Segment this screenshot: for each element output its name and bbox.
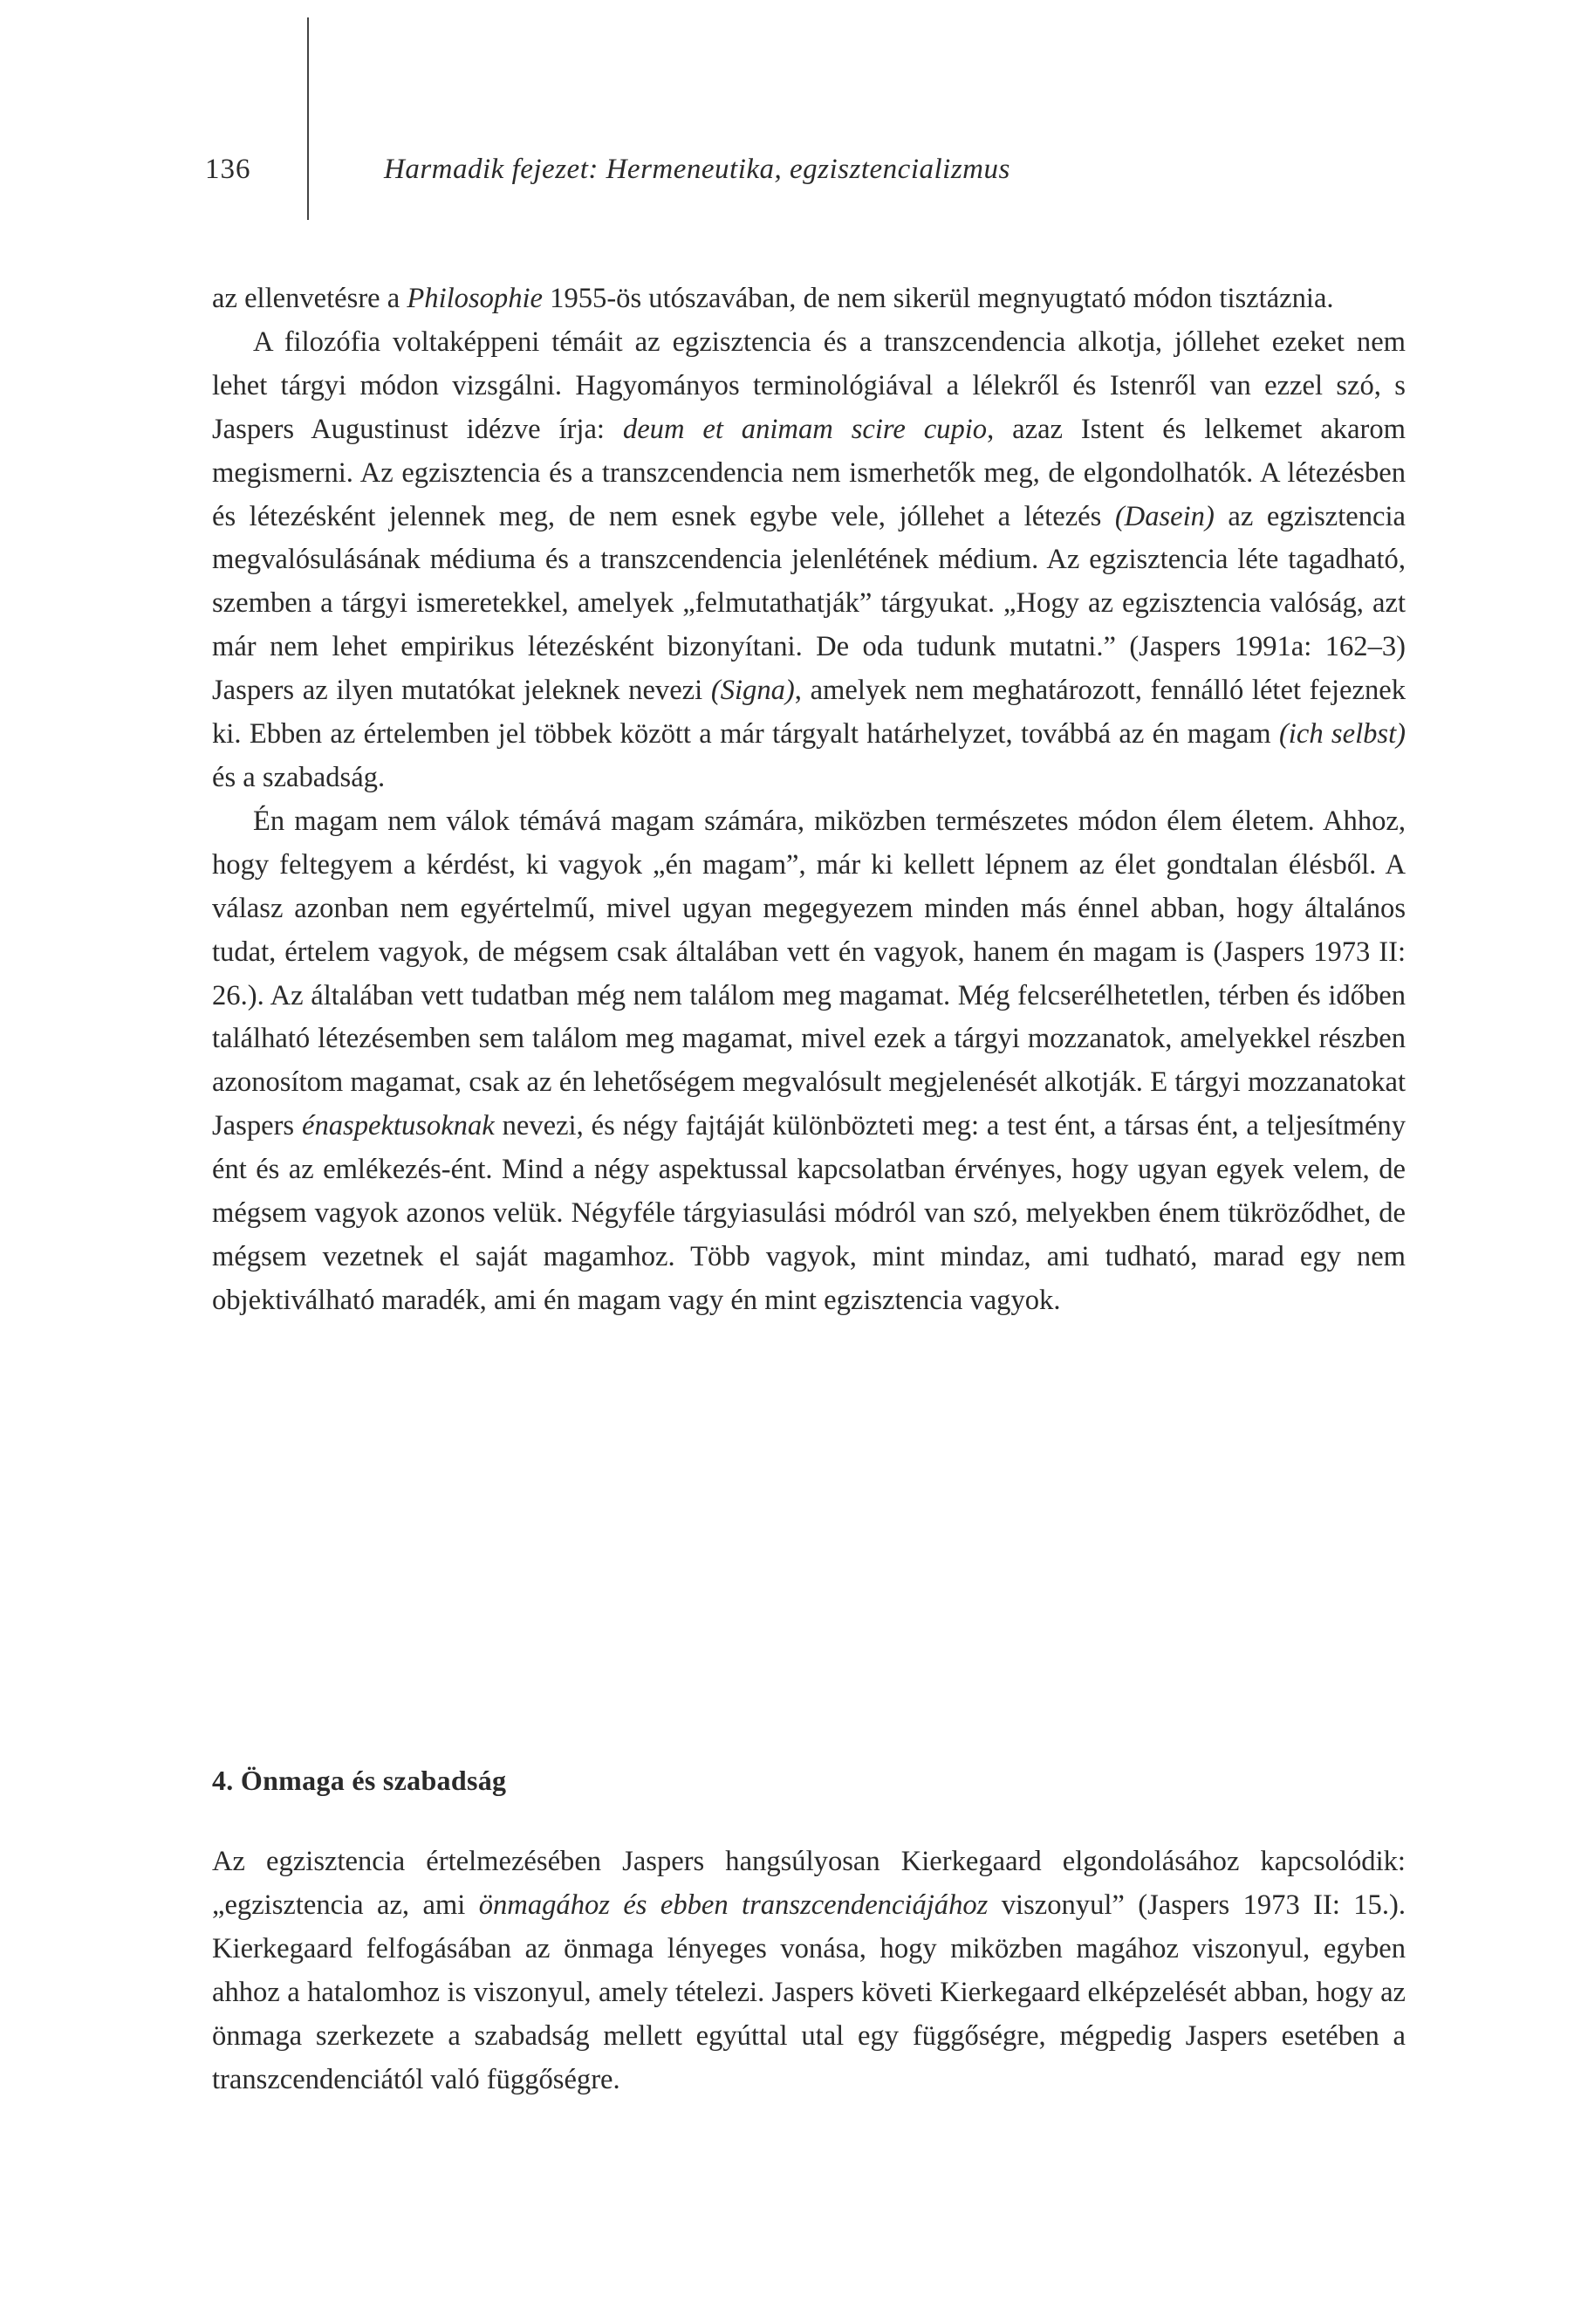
page-number: 136	[205, 154, 251, 185]
paragraph	[212, 321, 1406, 800]
section-heading: 4. Önmaga és szabadság	[212, 1765, 507, 1796]
paragraph	[212, 1841, 1406, 2101]
italic-span: önmagához és ebben transzcendenciájához	[478, 1889, 989, 1921]
paragraph	[212, 278, 1406, 321]
paragraph	[212, 800, 1406, 1323]
italic-span: énaspektusoknak	[301, 1110, 495, 1142]
italic-span: (Signa)	[710, 675, 795, 707]
body-text	[212, 278, 1406, 1323]
text-span: , azaz Istent és lelkemet akarom megismerni. Az egzisztencia és a transzcendencia nem ismerhetők meg, de elgondolhatók. A létezésben és létezésként jelennek meg, de nem esnek egybe vele, jóllehet a létezés	[212, 413, 1406, 532]
text-span: és a szabadság.	[212, 761, 386, 793]
text-span: nevezi, és négy fajtáját különbözteti meg: a test ént, a társas ént, a teljesítmény ént és az emlékezés-ént. Mind a négy aspektussal kapcsolatban érvényes, hogy ugyan egyek velem, de mégsem vagyok azonos velük. Négyféle tárgyiasulási módról van szó, melyekben énem tükröződhet, de mégsem vezetnek el saját magamhoz. Több vagyok, mint mindaz, ami tudható, marad egy nem objektiválható maradék, ami én magam vagy én mint egzisztencia vagyok.	[212, 1110, 1406, 1316]
header-rule	[307, 17, 309, 220]
text-span: az egzisztencia megvalósulásának médiuma és a transzcendencia jelenlétének médium. Az egzisztencia léte tagadható, szemben a tárgyi ismeretekkel, amelyek „felmutathatják” tárgyukat. „Hogy az egzisztencia valóság, azt már nem lehet empirikus létezésként bizonyítani. De oda tudunk mutatni.” (Jaspers 1991a: 162–3) Jaspers az ilyen mutatókat jeleknek nevezi	[212, 500, 1406, 707]
text-span: , amelyek nem meghatározott, fennálló létet fejeznek ki. Ebben az értelemben jel többek között a már tárgyalt határhelyzet, továbbá az én magam	[212, 675, 1406, 751]
text-span: Az egzisztencia értelmezésében Jaspers hangsúlyosan Kierkegaard elgondolásához kapcsolódik: „egzisztencia az, ami	[212, 1846, 1406, 1921]
text-span: A filozófia voltaképpeni témáit az egzisztencia és a transzcendencia alkotja, jóllehet ezeket nem lehet tárgyi módon vizsgálni. Hagyományos terminológiával a lélekről és Istenről van ezzel szó, s Jaspers Augustinust idézve írja:	[212, 326, 1406, 445]
text-span: 1955-ös utószavában, de nem sikerül megnyugtató módon tisztáznia.	[543, 283, 1334, 314]
text-span: viszonyul” (Jaspers 1973 II: 15.). Kierkegaard felfogásában az önmaga lényeges vonása, hogy miközben magához viszonyul, egyben ahhoz a hatalomhoz is viszonyul, amely tételezi. Jaspers követi Kierkegaard elképzelését abban, hogy az önmaga szerkezete a szabadság mellett egyúttal utal egy függőségre, mégpedig Jaspers esetében a transzcendenciától való függőségre.	[212, 1889, 1406, 2095]
section-text	[212, 1841, 1406, 2101]
italic-span: (ich selbst)	[1278, 718, 1406, 751]
italic-span: deum et animam scire cupio	[622, 413, 988, 445]
italic-span: (Dasein)	[1114, 500, 1215, 532]
text-span: az ellenvetésre a	[212, 283, 407, 314]
italic-span: Philosophie	[407, 283, 544, 314]
running-head: Harmadik fejezet: Hermeneutika, egzisztencializmus	[384, 154, 1010, 185]
text-span: Én magam nem válok témává magam számára, miközben természetes módon élem életem. Ahhoz, hogy feltegyem a kérdést, ki vagyok „én magam”, már ki kellett lépnem az élet gondtalan élésből. A válasz azonban nem egyértelmű, mivel ugyan megegyezem minden más énnel abban, hogy általános tudat, értelem vagyok, de mégsem csak általában vett én vagyok, hanem én magam is (Jaspers 1973 II: 26.). Az általában vett tudatban még nem találom meg magamat. Még felcserélhetetlen, térben és időben található létezésemben sem találom meg magamat, mivel ezek a tárgyi mozzanatok, amelyekkel részben azonosítom magamat, csak az én lehetőségem megvalósult megjelenését alkotják. E tárgyi mozzanatokat Jaspers	[212, 805, 1406, 1142]
